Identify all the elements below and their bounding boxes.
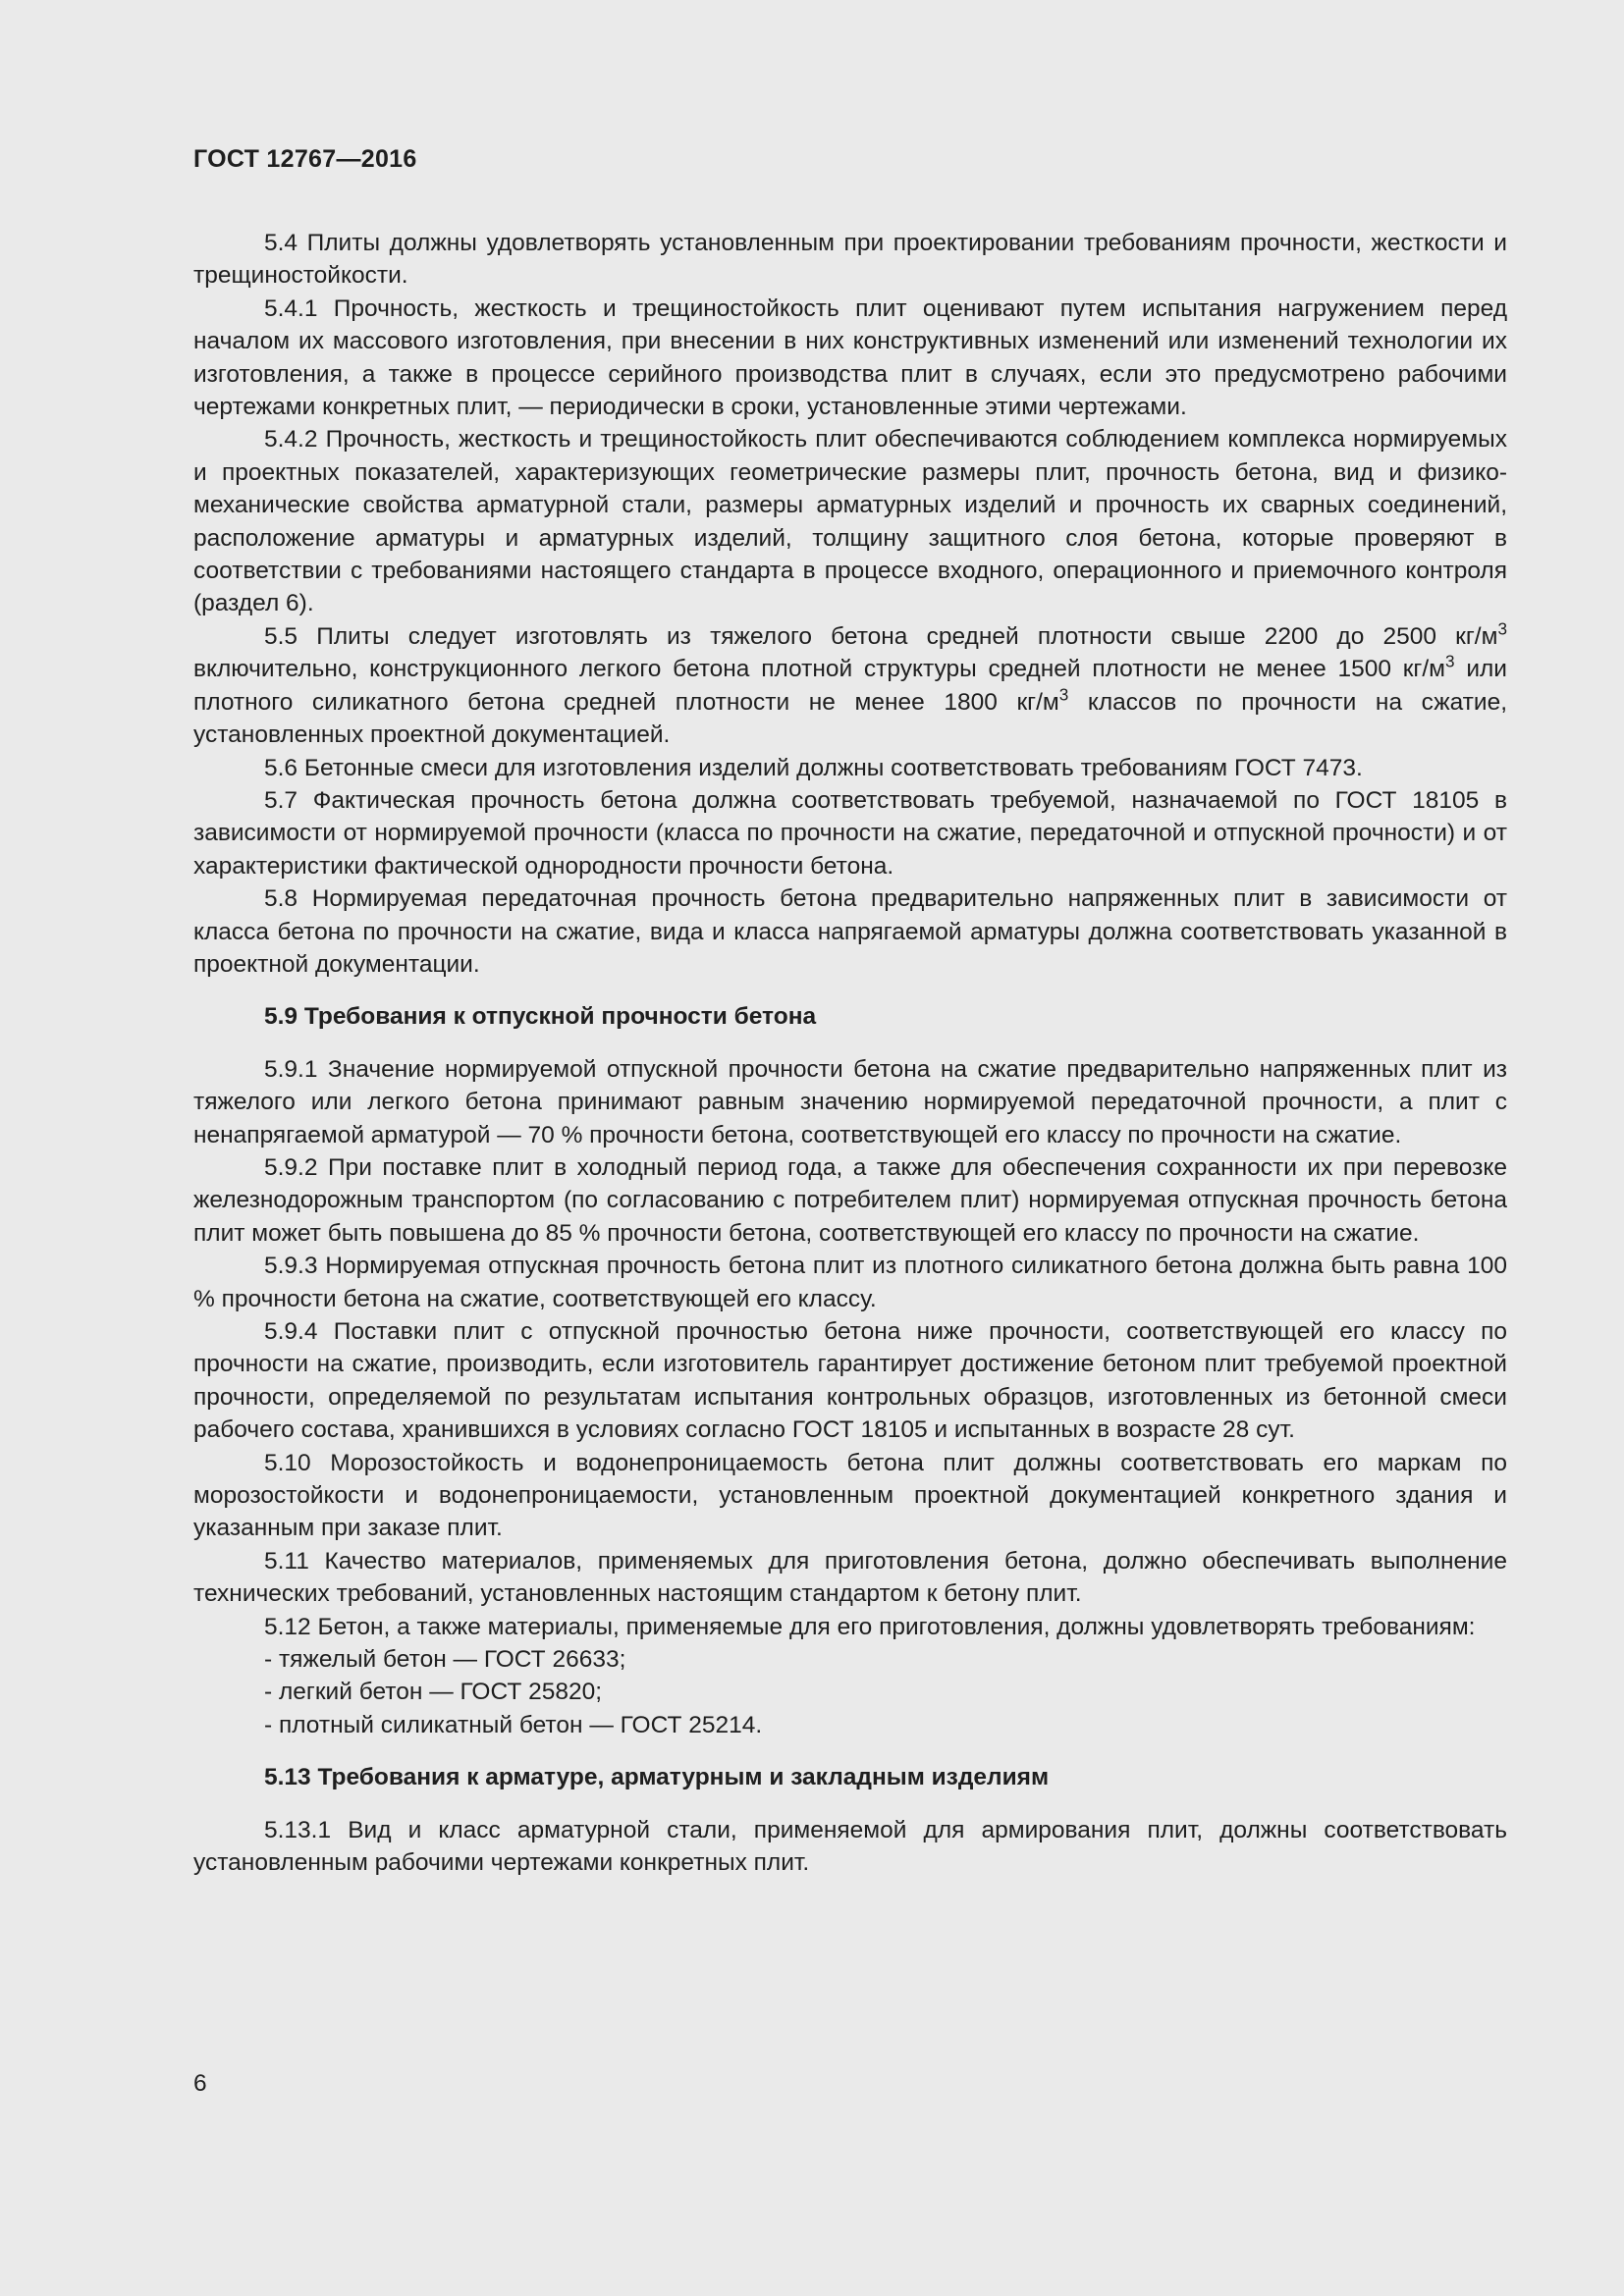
paragraph-5-6: 5.6 Бетонные смеси для изготовления изделий должны соответствовать требованиям ГОСТ 7473. [264, 754, 1363, 781]
paragraph-5-5-part3: или плотного силикатного бетона средней плотности не менее 1800 кг/м [193, 656, 1507, 716]
superscript-3: 3 [1445, 651, 1455, 671]
concrete-standards-list [193, 1643, 1507, 1741]
paragraph-5-9-3: 5.9.3 Нормируемая отпускная прочность бетона плит из плотного силикатного бетона должна быть равна 100 % прочности бетона на сжатие, соответствующей его классу. [193, 1253, 1507, 1312]
superscript-3: 3 [1497, 618, 1507, 639]
list-item: - тяжелый бетон — ГОСТ 26633; [264, 1646, 626, 1674]
paragraph-5-5-part2: включительно, конструкционного легкого бетона плотной структуры средней плотности не менее 1500 кг/м [193, 656, 1446, 683]
paragraph-5-11: 5.11 Качество материалов, применяемых для приготовления бетона, должно обеспечивать выполнение технических требований, установленных настоящим стандартом к бетону плит. [193, 1547, 1507, 1608]
paragraph-5-13-1: 5.13.1 Вид и класс арматурной стали, применяемой для армирования плит, должны соответствовать установленным рабочими чертежами конкретных плит. [193, 1816, 1507, 1877]
paragraph-5-5 [193, 620, 1507, 752]
paragraph-5-4-2: 5.4.2 Прочность, жесткость и трещиностойкость плит обеспечиваются соблюдением комплекса нормируемых и проектных показателей, характеризующих геометрические размеры плит, прочность бетона, вид и физико-механические свойства арматурной стали, размеры арматурных изделий и прочность их сварных соединений, расположение арматуры и арматурных изделий, толщину защитного слоя бетона, которые проверяют в соответствии с требованиями настоящего стандарта в процессе входного, операционного и приемочного контроля (раздел 6). [193, 426, 1507, 617]
paragraph-5-5-part4: классов по прочности на сжатие, установленных проектной документацией. [193, 688, 1508, 749]
document-body [193, 227, 1507, 1880]
list-item: - легкий бетон — ГОСТ 25820; [264, 1679, 603, 1706]
page-number: 6 [193, 2070, 207, 2097]
section-heading-5-9: 5.9 Требования к отпускной прочности бетона [264, 1003, 817, 1031]
superscript-3: 3 [1058, 684, 1069, 705]
paragraph-5-5-part1: 5.5 Плиты следует изготовлять из тяжелого бетона средней плотности свыше 2200 до 2500 кг/м [264, 622, 1498, 650]
paragraph-5-8: 5.8 Нормируемая передаточная прочность бетона предварительно напряженных плит в зависимости от класса бетона по прочности на сжатие, вида и класса напрягаемой арматуры должна соответствовать указанной в проектной документации. [193, 885, 1507, 978]
paragraph-5-4: 5.4 Плиты должны удовлетворять установленным при проектировании требованиям прочности, жесткости и трещиностойкости. [193, 230, 1507, 290]
paragraph-5-9-4: 5.9.4 Поставки плит с отпускной прочностью бетона ниже прочности, соответствующей его классу по прочности на сжатие, производить, если изготовитель гарантирует достижение бетоном плит требуемой проектной прочности, определяемой по результатам испытания контрольных образцов, изготовленных из бетонной смеси рабочего состава, хранившихся в условиях согласно ГОСТ 18105 и испытанных в возрасте 28 сут. [193, 1318, 1507, 1444]
document-header: ГОСТ 12767—2016 [193, 145, 417, 173]
section-heading-5-13: 5.13 Требования к арматуре, арматурным и закладным изделиям [264, 1764, 1050, 1791]
paragraph-5-9-1: 5.9.1 Значение нормируемой отпускной прочности бетона на сжатие предварительно напряженных плит из тяжелого или легкого бетона принимают равным значению нормируемой передаточной прочности, а плит с ненапрягаемой арматурой — 70 % прочности бетона, соответствующей его классу по прочности на сжатие. [193, 1055, 1507, 1148]
paragraph-5-7: 5.7 Фактическая прочность бетона должна соответствовать требуемой, назначаемой по ГОСТ 18105 в зависимости от нормируемой прочности (класса по прочности на сжатие, передаточной и отпускной прочности) и от характеристики фактической однородности прочности бетона. [193, 786, 1507, 880]
paragraph-5-10: 5.10 Морозостойкость и водонепроницаемость бетона плит должны соответствовать его маркам по морозостойкости и водонепроницаемости, установленным проектной документацией конкретного здания и указанным при заказе плит. [193, 1449, 1507, 1542]
paragraph-5-4-1: 5.4.1 Прочность, жесткость и трещиностойкость плит оценивают путем испытания нагружением перед началом их массового изготовления, при внесении в них конструктивных изменений или изменений технологии их изготовления, а также в процессе серийного производства плит в случаях, если это предусмотрено рабочими чертежами конкретных плит, — периодически в сроки, установленные этими чертежами. [193, 294, 1507, 421]
paragraph-5-12: 5.12 Бетон, а также материалы, применяемые для его приготовления, должны удовлетворять требованиям: [264, 1613, 1476, 1640]
paragraph-5-9-2: 5.9.2 При поставке плит в холодный период года, а также для обеспечения сохранности их при перевозке железнодорожным транспортом (по согласованию с потребителем плит) нормируемая отпускная прочность бетона плит может быть повышена до 85 % прочности бетона, соответствующей его классу по прочности на сжатие. [193, 1153, 1507, 1247]
list-item: - плотный силикатный бетон — ГОСТ 25214. [264, 1711, 763, 1738]
